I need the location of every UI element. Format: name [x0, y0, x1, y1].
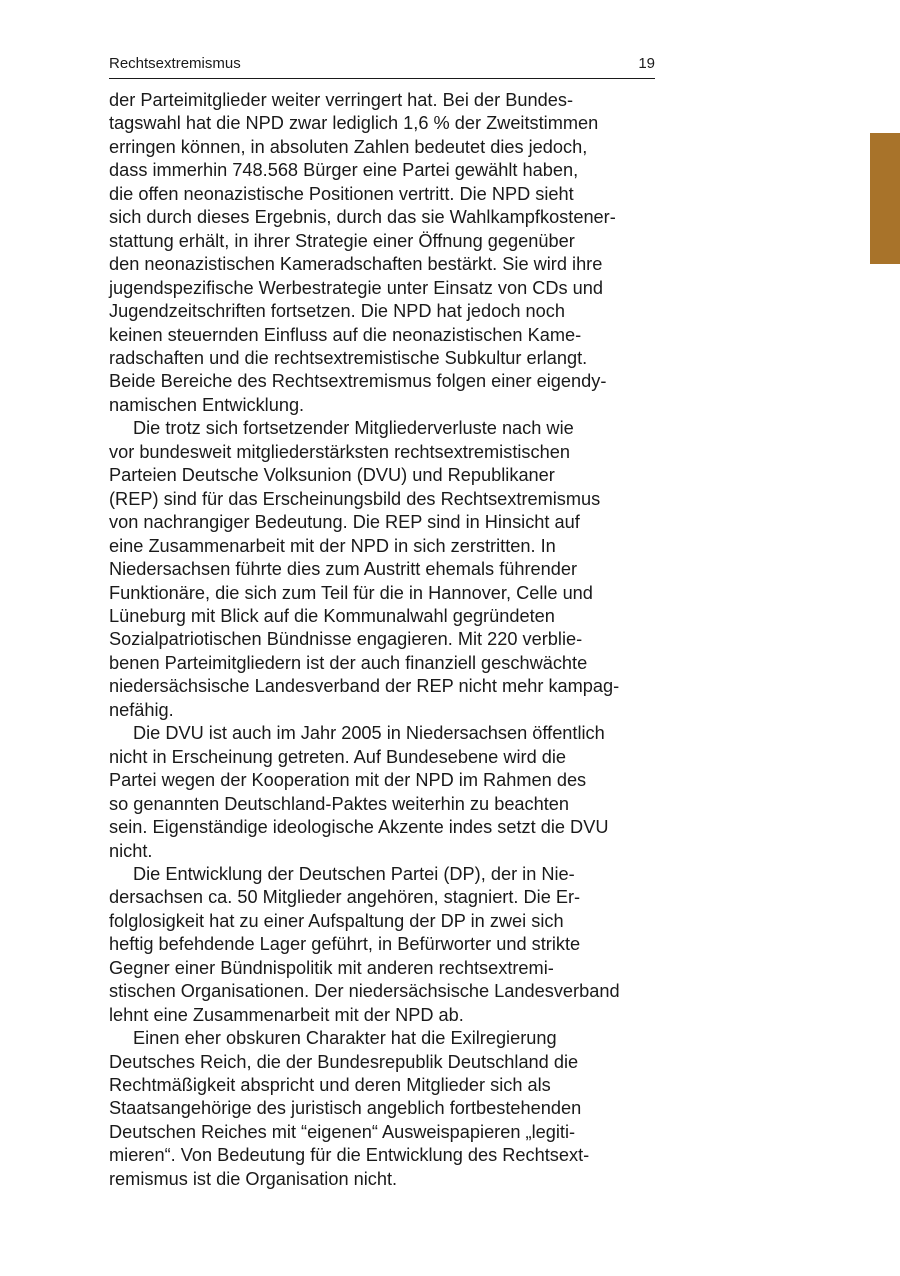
text-line: tagswahl hat die NPD zwar lediglich 1,6 % der Zweitstimmen: [109, 113, 599, 134]
text-line: (REP) sind für das Erscheinungsbild des Rechtsextremismus: [109, 488, 601, 509]
text-line: Beide Bereiche des Rechtsextremismus folgen einer eigendy-: [109, 371, 607, 392]
body-text: [109, 89, 657, 1191]
text-line: nicht.: [109, 840, 153, 861]
text-line: stischen Organisationen. Der niedersächsische Landesverband: [109, 981, 620, 1002]
text-line: der Parteimitglieder weiter verringert hat. Bei der Bundes-: [109, 90, 573, 110]
text-line: Deutsches Reich, die der Bundesrepublik Deutschland die: [109, 1051, 579, 1072]
text-line: niedersächsische Landesverband der REP nicht mehr kampag-: [109, 676, 620, 697]
running-head-title: Rechtsextremismus: [109, 55, 241, 72]
text-line: den neonazistischen Kameradschaften bestärkt. Sie wird ihre: [109, 254, 603, 275]
text-line: Die Entwicklung der Deutschen Partei (DP), der in Nie-: [133, 863, 575, 884]
text-line: heftig befehdende Lager geführt, in Befürworter und strikte: [109, 934, 581, 955]
text-line: erringen können, in absoluten Zahlen bedeutet dies jedoch,: [109, 136, 588, 157]
text-line: Die DVU ist auch im Jahr 2005 in Niedersachsen öffentlich: [133, 723, 605, 744]
text-line: Einen eher obskuren Charakter hat die Exilregierung: [133, 1028, 557, 1049]
text-line: Parteien Deutsche Volksunion (DVU) und Republikaner: [109, 465, 555, 486]
text-line: Niedersachsen führte dies zum Austritt ehemals führender: [109, 559, 578, 580]
text-line: jugendspezifische Werbestrategie unter Einsatz von CDs und: [109, 277, 604, 298]
text-line: radschaften und die rechtsextremistische Subkultur erlangt.: [109, 347, 588, 368]
running-head: [109, 52, 655, 79]
text-line: lehnt eine Zusammenarbeit mit der NPD ab.: [109, 1004, 464, 1025]
text-line: nefähig.: [109, 699, 174, 720]
text-line: Die trotz sich fortsetzender Mitgliederverluste nach wie: [133, 418, 574, 439]
text-line: von nachrangiger Bedeutung. Die REP sind in Hinsicht auf: [109, 512, 580, 533]
text-line: remismus ist die Organisation nicht.: [109, 1168, 398, 1189]
chapter-thumb-tab: [870, 133, 900, 264]
text-line: sich durch dieses Ergebnis, durch das sie Wahlkampfkostener-: [109, 207, 616, 228]
text-line: Partei wegen der Kooperation mit der NPD im Rahmen des: [109, 770, 587, 791]
page-number: 19: [638, 55, 655, 72]
text-line: Funktionäre, die sich zum Teil für die in Hannover, Celle und: [109, 582, 593, 603]
text-line: Jugendzeitschriften fortsetzen. Die NPD hat jedoch noch: [109, 301, 565, 322]
text-line: Gegner einer Bündnispolitik mit anderen rechtsextremi-: [109, 957, 554, 978]
text-line: folglosigkeit hat zu einer Aufspaltung der DP in zwei sich: [109, 910, 564, 931]
text-line: Lüneburg mit Blick auf die Kommunalwahl gegründeten: [109, 605, 555, 626]
text-line: Rechtmäßigkeit abspricht und deren Mitglieder sich als: [109, 1075, 551, 1096]
text-line: keinen steuernden Einfluss auf die neonazistischen Kame-: [109, 324, 582, 345]
text-line: namischen Entwicklung.: [109, 394, 305, 415]
text-line: stattung erhält, in ihrer Strategie einer Öffnung gegenüber: [109, 230, 575, 251]
text-line: nicht in Erscheinung getreten. Auf Bundesebene wird die: [109, 746, 567, 767]
text-line: so genannten Deutschland-Paktes weiterhin zu beachten: [109, 793, 570, 814]
text-line: vor bundesweit mitgliederstärksten rechtsextremistischen: [109, 441, 570, 462]
text-line: die offen neonazistische Positionen vertritt. Die NPD sieht: [109, 183, 574, 204]
text-line: mieren“. Von Bedeutung für die Entwicklung des Rechtsext-: [109, 1145, 590, 1166]
text-line: Deutschen Reiches mit “eigenen“ Ausweispapieren „legiti-: [109, 1121, 576, 1142]
text-line: dersachsen ca. 50 Mitglieder angehören, stagniert. Die Er-: [109, 887, 581, 908]
text-line: Staatsangehörige des juristisch angeblich fortbestehenden: [109, 1098, 582, 1119]
text-line: Sozialpatriotischen Bündnisse engagieren. Mit 220 verblie-: [109, 629, 583, 650]
text-line: sein. Eigenständige ideologische Akzente indes setzt die DVU: [109, 817, 609, 838]
text-line: dass immerhin 748.568 Bürger eine Partei gewählt haben,: [109, 160, 579, 181]
text-line: benen Parteimitgliedern ist der auch finanziell geschwächte: [109, 652, 588, 673]
text-line: eine Zusammenarbeit mit der NPD in sich zerstritten. In: [109, 535, 556, 556]
